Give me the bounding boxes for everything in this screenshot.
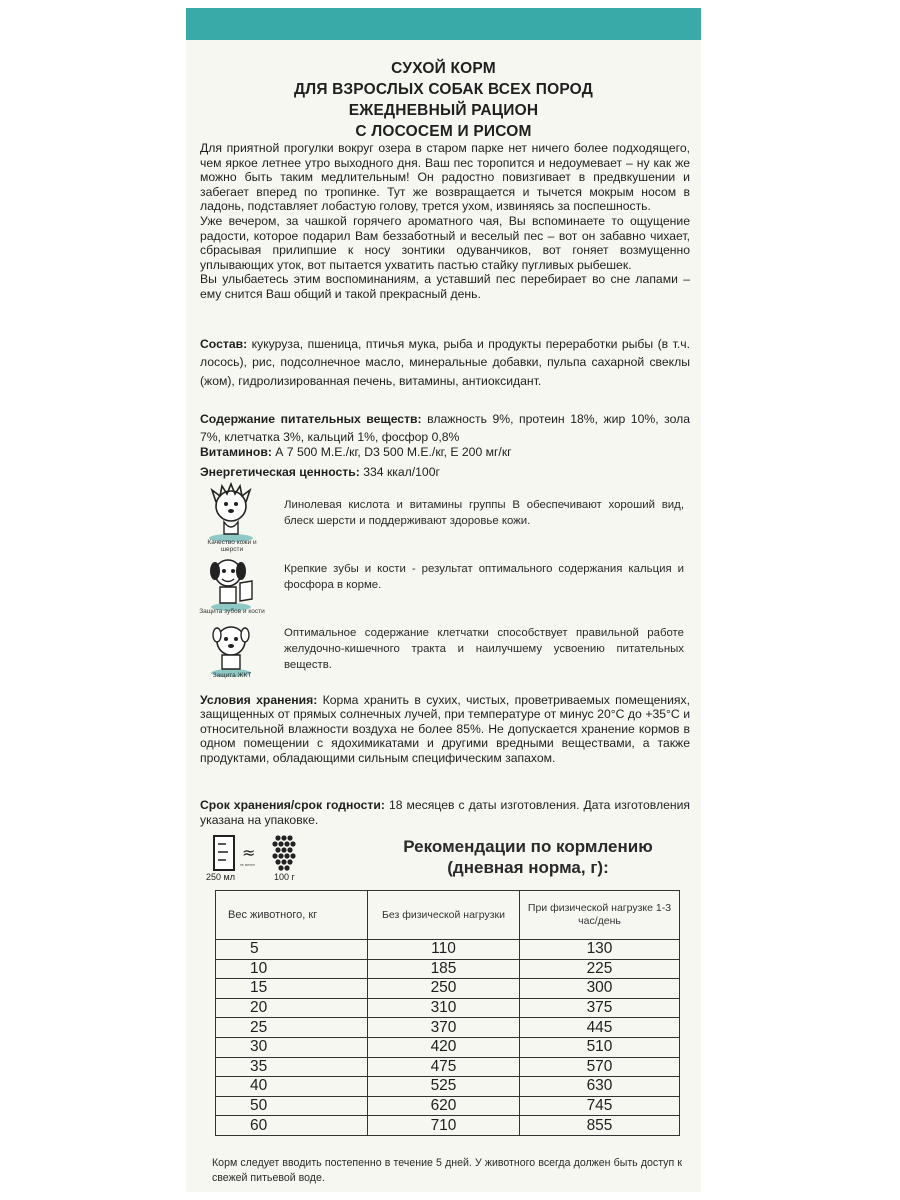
table-row	[216, 1096, 680, 1116]
vitamins-label: Витаминов:	[200, 445, 272, 459]
table-cell: 10	[216, 959, 368, 979]
table-cell: 110	[368, 940, 520, 960]
table-cell: 630	[520, 1077, 680, 1097]
title-line: СУХОЙ КОРМ	[391, 60, 496, 77]
shelf-life-section	[200, 798, 690, 827]
table-row	[216, 998, 680, 1018]
story-paragraph: Вы улыбаетесь этим воспоминаниям, а уставший пес перебирает во сне лапами – ему снится Ваш общий и такой прекрасный день.	[200, 272, 690, 301]
benefit-caption: Качество кожи и шерсти	[207, 539, 257, 553]
column-header: Вес животного, кг	[216, 891, 368, 940]
table-row	[216, 979, 680, 999]
table-cell: 40	[216, 1077, 368, 1097]
benefit-text: Оптимальное содержание клетчатки способствует правильной работе желудочно-кишечного тракта и наилучшему усвоению питательных веществ.	[284, 627, 684, 671]
table-row	[216, 1116, 680, 1136]
rec-title-line: (дневная норма, г):	[447, 858, 609, 877]
table-row	[216, 959, 680, 979]
benefit-caption: Защита ЖКТ	[212, 672, 252, 679]
composition-label: Состав:	[200, 337, 248, 351]
table-cell: 185	[368, 959, 520, 979]
table-cell: 510	[520, 1037, 680, 1057]
package-panel	[186, 8, 701, 1192]
product-title	[186, 58, 701, 142]
nutrients-label: Содержание питательных веществ:	[200, 412, 422, 426]
table-cell: 25	[216, 1018, 368, 1038]
table-row	[216, 1037, 680, 1057]
title-line: ДЛЯ ВЗРОСЛЫХ СОБАК ВСЕХ ПОРОД	[294, 81, 593, 98]
table-cell: 570	[520, 1057, 680, 1077]
table-cell: 710	[368, 1116, 520, 1136]
table-cell: 620	[368, 1096, 520, 1116]
kibble-weight-label: 100 г	[274, 872, 295, 882]
title-line: ЕЖЕДНЕВНЫЙ РАЦИОН	[348, 102, 539, 119]
table-cell: 855	[520, 1116, 680, 1136]
composition-text: кукуруза, пшеница, птичья мука, рыба и продукты переработки рыбы (в т.ч. лосось), рис, подсолнечное масло, минеральные добавки, пульпа сахарной свеклы (жом), гидролизированная печень, витамины, антиоксидант.	[200, 337, 690, 388]
energy-section	[200, 465, 690, 480]
nutrients-text: влажность 9%, протеин 18%, жир 10%, зола 7%, клетчатка 3%, кальций 1%, фосфор 0,8%	[200, 412, 690, 445]
table-cell: 130	[520, 940, 680, 960]
story-text	[200, 141, 690, 302]
table-cell: 60	[216, 1116, 368, 1136]
table-cell: 525	[368, 1077, 520, 1097]
feeding-table	[215, 890, 680, 1136]
benefit-text: Крепкие зубы и кости - результат оптимального содержания кальция и фосфора в корме.	[284, 563, 684, 591]
table-header-row	[216, 891, 680, 940]
kibble-pile-icon	[272, 835, 295, 870]
dog-teeth-bones-icon	[202, 551, 260, 613]
composition-section	[200, 335, 690, 390]
table-cell: 310	[368, 998, 520, 1018]
measuring-cup-icon	[214, 836, 234, 870]
shelf-life-text: 18 месяцев с даты изготовления. Дата изготовления указана на упаковке.	[200, 798, 690, 827]
column-header: При физической нагрузке 1-3 час/день	[520, 891, 680, 940]
table-cell: 745	[520, 1096, 680, 1116]
approx-note: не менее	[240, 863, 256, 867]
cup-volume-label: 250 мл	[206, 872, 235, 882]
energy-label: Энергетическая ценность:	[200, 465, 360, 479]
measuring-cup-equivalence	[204, 834, 316, 884]
table-cell: 445	[520, 1018, 680, 1038]
column-header: Без физической нагрузки	[368, 891, 520, 940]
table-cell: 50	[216, 1096, 368, 1116]
dog-skin-coat-icon	[202, 482, 260, 544]
feeding-recommendations-title	[366, 836, 690, 878]
table-row	[216, 940, 680, 960]
table-cell: 20	[216, 998, 368, 1018]
table-row	[216, 1057, 680, 1077]
benefit-caption: Защита зубов и кости	[199, 608, 265, 615]
rec-title-line: Рекомендации по кормлению	[403, 837, 653, 856]
table-cell: 300	[520, 979, 680, 999]
vitamins-text: А 7 500 М.Е./кг, D3 500 М.Е./кг, Е 200 мг/кг	[271, 445, 512, 459]
table-cell: 30	[216, 1037, 368, 1057]
table-cell: 375	[520, 998, 680, 1018]
title-line: С ЛОСОСЕМ И РИСОМ	[355, 123, 532, 140]
storage-label: Условия хранения:	[200, 693, 318, 707]
table-cell: 420	[368, 1037, 520, 1057]
vitamins-section	[200, 445, 690, 460]
table-row	[216, 1018, 680, 1038]
feeding-footer-note: Корм следует вводить постепенно в течение 5 дней. У животного всегда должен быть доступ к свежей питьевой воде.	[212, 1157, 682, 1184]
top-accent-bar	[186, 8, 701, 40]
nutrients-section	[200, 410, 690, 447]
shelf-life-label: Срок хранения/срок годности:	[200, 798, 385, 812]
story-paragraph: Для приятной прогулки вокруг озера в старом парке нет ничего более подходящего, чем яркое летнее утро выходного дня. Ваш пес торопится и недоумевает – ну как же можно быть таким медлительным! Он радостно повизгивает в предвкушении и забегает вперед по тропинке. Тут же возвращается и тычется мокрым носом в ладонь, подставляет лобастую голову, трется ухом, извиняясь за поспешность.	[200, 141, 690, 214]
story-paragraph: Уже вечером, за чашкой горячего ароматного чая, Вы вспоминаете то ощущение радости, которое подарил Вам беззаботный и веселый пес – вот он забавно чихает, сбрасывая прилипшие к носу зонтики одуванчиков, вот гоняет возмущенно уплывающих уток, вот пытается ухватить пастью стайку пугливых рыбешек.	[200, 213, 690, 272]
approx-icon: ≈	[242, 843, 256, 862]
benefit-text: Линолевая кислота и витамины группы В обеспечивают хороший вид, блеск шерсти и поддерживают здоровье кожи.	[284, 499, 684, 527]
table-row	[216, 1077, 680, 1097]
storage-text: Корма хранить в сухих, чистых, проветриваемых помещениях, защищенных от прямых солнечных лучей, при температуре от минус 20°С до +35°С и относительной влажности воздуха не более 85%. Не допускается хранение кормов в одном помещении с ядохимикатами и другими вредными веществами, а также продуктами, обладающими сильным специфическим запахом.	[200, 693, 690, 765]
table-cell: 5	[216, 940, 368, 960]
storage-section	[200, 693, 690, 765]
table-cell: 225	[520, 959, 680, 979]
energy-text: 334 ккал/100г	[359, 465, 440, 479]
table-cell: 35	[216, 1057, 368, 1077]
table-cell: 475	[368, 1057, 520, 1077]
table-cell: 250	[368, 979, 520, 999]
table-cell: 370	[368, 1018, 520, 1038]
table-cell: 15	[216, 979, 368, 999]
